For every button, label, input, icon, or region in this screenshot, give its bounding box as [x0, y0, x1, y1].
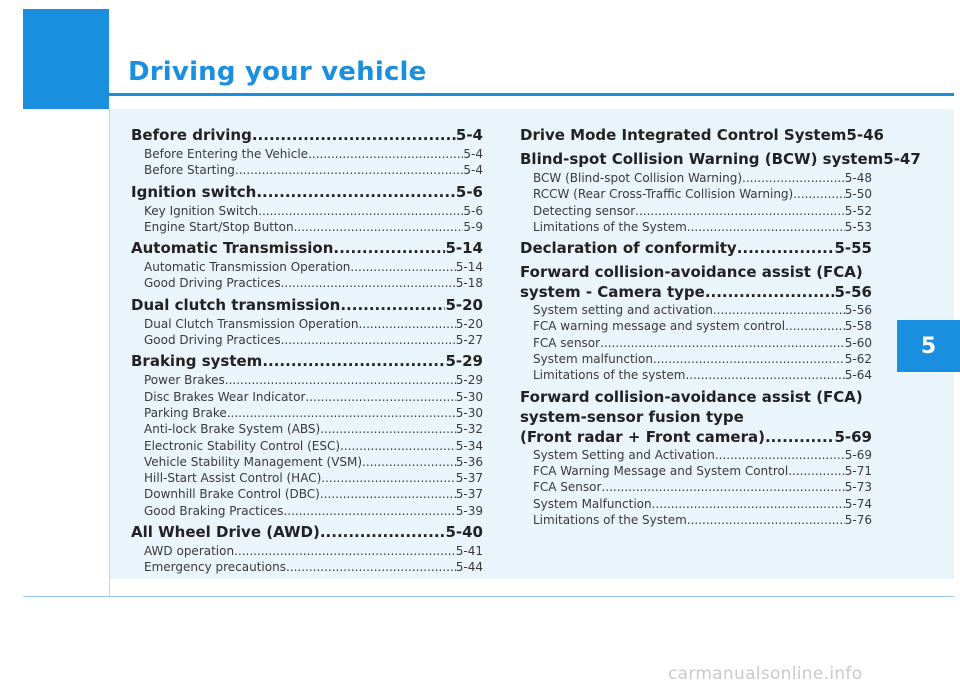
- leader-dots: [227, 405, 456, 421]
- toc-subentry[interactable]: [131, 503, 483, 519]
- leader-dots: [340, 295, 445, 316]
- toc-subentry-title: Limitations of the System: [533, 219, 687, 234]
- toc-subentry-title: Limitations of the system: [533, 368, 686, 383]
- chapter-number-tab[interactable]: 5: [897, 320, 960, 372]
- toc-subentry-page-number: 5-74: [844, 496, 872, 511]
- toc-subentry-title: Power Brakes: [144, 373, 225, 388]
- toc-subentry[interactable]: [131, 421, 483, 437]
- toc-subentry-page-number: 5-34: [455, 438, 483, 453]
- toc-section-page-number: 5-46: [846, 126, 884, 144]
- leader-dots: [635, 203, 845, 219]
- toc-section-title: Before driving: [131, 126, 252, 144]
- leader-dots: [601, 479, 844, 495]
- toc-subentry-page-number: 5-27: [455, 333, 483, 348]
- toc-subentry-title: Emergency precautions: [144, 560, 286, 575]
- toc-subentry-title: Key Ignition Switch: [144, 203, 259, 218]
- toc-subentry[interactable]: [520, 496, 872, 512]
- toc-subentry-title: BCW (Blind-spot Collision Warning): [533, 171, 743, 185]
- toc-section-entry[interactable]: [520, 387, 872, 447]
- leader-dots: [252, 125, 456, 146]
- toc-subentry-title: Before Starting: [144, 163, 235, 178]
- toc-section-page-number: 5-4: [455, 126, 483, 144]
- toc-section-page-number: 5-56: [834, 283, 872, 302]
- toc-subentry-title: Detecting sensor: [533, 203, 636, 218]
- toc-section[interactable]: [520, 125, 884, 146]
- toc-section-title-line: Forward collision-avoidance assist (FCA): [520, 263, 863, 282]
- toc-subentry-title: FCA sensor: [533, 335, 601, 350]
- toc-subentry-title: Automatic Transmission Operation: [144, 260, 351, 275]
- toc-subentry-title: Parking Brake: [144, 405, 227, 420]
- page-title: Driving your vehicle: [128, 57, 427, 87]
- toc-subentry-title: Vehicle Stability Management (VSM): [144, 454, 363, 469]
- toc-subentry[interactable]: [131, 203, 483, 219]
- toc-subentry-page-number: 5-30: [455, 405, 483, 420]
- toc-section-page-number: 5-14: [445, 239, 483, 258]
- leader-dots: [737, 238, 835, 259]
- toc-subentry-page-number: 5-56: [844, 303, 872, 318]
- toc-subentry[interactable]: [131, 454, 483, 470]
- toc-section-title: (Front radar + Front camera): [520, 427, 765, 446]
- header-color-block: [23, 9, 109, 109]
- toc-subentry-page-number: 5-39: [455, 503, 483, 518]
- leader-dots: [283, 503, 455, 519]
- leader-dots: [600, 335, 845, 351]
- margin-rule: [109, 109, 110, 596]
- toc-subentry-page-number: 5-30: [455, 389, 483, 404]
- toc-subentry-title: Good Driving Practices: [144, 333, 281, 348]
- leader-dots: [320, 486, 456, 502]
- toc-subentry-page-number: 5-64: [844, 368, 872, 383]
- leader-dots: [340, 438, 456, 454]
- toc-subentry-title: Engine Start/Stop Button: [144, 219, 294, 234]
- toc-section-title: Declaration of conformity: [520, 239, 737, 258]
- toc-section-title: Ignition switch: [131, 182, 257, 201]
- toc-section-page-number: 5-55: [834, 239, 872, 258]
- toc-subentry-page-number: 5-48: [844, 171, 872, 185]
- toc-subentry-title: Dual Clutch Transmission Operation: [144, 316, 359, 331]
- toc-subentry[interactable]: [131, 543, 483, 559]
- toc-subentry-title: FCA Sensor: [533, 480, 602, 495]
- toc-section[interactable]: [131, 351, 483, 372]
- toc-subentry[interactable]: [131, 316, 483, 332]
- toc-subentry-title: FCA Warning Message and System Control: [533, 463, 789, 478]
- toc-subentry-page-number: 5-50: [844, 187, 872, 202]
- toc-subentry-title: Downhill Brake Control (DBC): [144, 487, 320, 502]
- toc-subentry-title: System Setting and Activation: [533, 447, 715, 462]
- toc-section-title: All Wheel Drive (AWD): [131, 523, 320, 542]
- toc-subentry-title: Hill-Start Assist Control (HAC): [144, 471, 322, 486]
- toc-subentry-title: Electronic Stability Control (ESC): [144, 438, 341, 453]
- toc-subentry[interactable]: [520, 203, 872, 219]
- toc-subentry[interactable]: [520, 447, 872, 463]
- toc-section[interactable]: [131, 522, 483, 543]
- leader-dots: [320, 522, 446, 543]
- leader-dots: [225, 372, 456, 388]
- leader-dots: [294, 219, 464, 235]
- leader-dots: [286, 559, 456, 575]
- toc-subentry[interactable]: [520, 186, 872, 202]
- toc-subentry[interactable]: [131, 372, 483, 388]
- toc-section-page-number: 5-47: [883, 150, 921, 168]
- toc-subentry-title: RCCW (Rear Cross-Traffic Collision Warning): [533, 187, 794, 202]
- leader-dots: [705, 282, 835, 302]
- toc-section[interactable]: [131, 182, 483, 203]
- toc-subentry[interactable]: [131, 219, 483, 235]
- toc-subentry[interactable]: [520, 367, 872, 383]
- leader-dots: [765, 427, 834, 447]
- leader-dots: [281, 275, 456, 291]
- toc-subentry-page-number: 5-32: [455, 422, 483, 437]
- toc-subentry[interactable]: [131, 405, 483, 421]
- toc-subentry[interactable]: [131, 389, 483, 405]
- toc-subentry-title: System Malfunction: [533, 496, 652, 511]
- toc-section-page-number: 5-69: [834, 427, 872, 446]
- toc-subentry-title: Disc Brakes Wear Indicator: [144, 389, 306, 404]
- toc-subentry-page-number: 5-14: [455, 260, 483, 275]
- toc-subentry-page-number: 5-37: [455, 471, 483, 486]
- toc-subentry[interactable]: [520, 318, 872, 334]
- toc-subentry-page-number: 5-52: [844, 203, 872, 218]
- toc-subentry[interactable]: [131, 146, 483, 162]
- toc-subentry[interactable]: [520, 479, 872, 495]
- leader-dots: [793, 186, 845, 202]
- toc-section[interactable]: [520, 238, 872, 259]
- header-rule: [109, 93, 954, 96]
- leader-dots: [715, 447, 845, 463]
- toc-subentry-title: System setting and activation: [533, 303, 713, 318]
- toc-subentry-page-number: 5-58: [844, 319, 872, 334]
- toc-subentry-page-number: 5-41: [455, 544, 483, 559]
- toc-subentry[interactable]: [131, 486, 483, 502]
- leader-dots: [281, 332, 456, 348]
- toc-subentry-page-number: 5-29: [455, 373, 483, 388]
- leader-dots: [305, 389, 455, 405]
- toc-subentry-title: Good Braking Practices: [144, 503, 284, 518]
- leader-dots: [687, 512, 845, 528]
- footer-rule: [23, 596, 954, 597]
- toc-subentry[interactable]: [131, 275, 483, 291]
- leader-dots: [235, 162, 463, 178]
- toc-section-title: system - Camera type: [520, 283, 705, 302]
- leader-dots: [362, 454, 456, 470]
- leader-dots: [358, 316, 455, 332]
- toc-subentry-page-number: 5-71: [844, 463, 872, 478]
- toc-right-column: [520, 125, 921, 528]
- toc-section: [520, 282, 872, 302]
- toc-section-title: Braking system: [131, 352, 263, 371]
- toc-subentry[interactable]: [520, 170, 872, 186]
- toc-subentry[interactable]: [520, 351, 872, 367]
- toc-subentry-page-number: 5-76: [844, 512, 872, 527]
- toc-subentry-title: FCA warning message and system control: [533, 319, 786, 334]
- leader-dots: [256, 182, 456, 203]
- toc-subentry-title: System malfunction: [533, 352, 653, 367]
- leader-dots: [234, 543, 456, 559]
- toc-subentry-page-number: 5-53: [844, 219, 872, 234]
- toc-section-title: Dual clutch transmission: [131, 295, 341, 314]
- toc-subentry-page-number: 5-4: [463, 147, 483, 161]
- toc-subentry-page-number: 5-4: [463, 163, 483, 178]
- toc-section-title: Automatic Transmission: [131, 239, 334, 258]
- watermark-text: carmanualsonline.info: [668, 664, 863, 684]
- toc-section-title-line: system-sensor fusion type: [520, 407, 744, 426]
- toc-subentry-title: Before Entering the Vehicle: [144, 147, 309, 161]
- toc-subentry-title: AWD operation: [144, 544, 235, 559]
- toc-subentry[interactable]: [131, 438, 483, 454]
- toc-section-title: Blind-spot Collision Warning (BCW) system: [520, 150, 884, 168]
- toc-subentry-page-number: 5-20: [455, 316, 483, 331]
- toc-subentry-page-number: 5-73: [844, 480, 872, 495]
- toc-subentry[interactable]: [520, 302, 872, 318]
- leader-dots: [308, 146, 463, 162]
- toc-subentry-page-number: 5-62: [844, 352, 872, 367]
- toc-left-column: [131, 125, 483, 576]
- toc-subentry[interactable]: [131, 559, 483, 575]
- toc-subentry[interactable]: [131, 162, 483, 178]
- toc-section[interactable]: [131, 238, 483, 259]
- toc-section-title: Drive Mode Integrated Control System: [520, 126, 847, 144]
- toc-subentry[interactable]: [520, 512, 872, 528]
- toc-subentry-title: Good Driving Practices: [144, 276, 281, 291]
- toc-subentry[interactable]: [520, 335, 872, 351]
- toc-subentry-page-number: 5-9: [463, 219, 483, 234]
- toc-subentry[interactable]: [520, 219, 872, 235]
- toc-subentry-page-number: 5-18: [455, 276, 483, 291]
- toc-subentry-title: Anti-lock Brake System (ABS): [144, 422, 321, 437]
- leader-dots: [262, 351, 445, 372]
- toc-section: [520, 427, 872, 447]
- toc-section-page-number: 5-20: [445, 295, 483, 314]
- leader-dots: [333, 238, 445, 259]
- toc-subentry-page-number: 5-37: [455, 487, 483, 502]
- toc-subentry-page-number: 5-60: [844, 335, 872, 350]
- leader-dots: [320, 421, 456, 437]
- toc-section[interactable]: [131, 125, 483, 146]
- toc-subentry[interactable]: [131, 332, 483, 348]
- toc-subentry-title: Limitations of the System: [533, 512, 687, 527]
- leader-dots: [785, 318, 845, 334]
- toc-subentry[interactable]: [131, 470, 483, 486]
- toc-subentry[interactable]: [520, 463, 872, 479]
- toc-section-page-number: 5-40: [445, 523, 483, 542]
- toc-section[interactable]: [520, 149, 921, 170]
- toc-subentry-page-number: 5-36: [455, 454, 483, 469]
- leader-dots: [653, 351, 845, 367]
- leader-dots: [258, 203, 463, 219]
- leader-dots: [321, 470, 456, 486]
- leader-dots: [652, 496, 845, 512]
- leader-dots: [687, 219, 845, 235]
- leader-dots: [685, 367, 844, 383]
- toc-section-page-number: 5-29: [445, 352, 483, 371]
- leader-dots: [350, 259, 455, 275]
- toc-subentry[interactable]: [131, 259, 483, 275]
- toc-section-title-line: Forward collision-avoidance assist (FCA): [520, 387, 863, 406]
- toc-section-entry[interactable]: [520, 262, 872, 302]
- toc-subentry-page-number: 5-69: [844, 447, 872, 462]
- leader-dots: [713, 302, 845, 318]
- leader-dots: [788, 463, 845, 479]
- toc-subentry-page-number: 5-44: [455, 560, 483, 575]
- toc-section-page-number: 5-6: [455, 182, 483, 201]
- toc-subentry-page-number: 5-6: [463, 203, 483, 218]
- leader-dots: [742, 170, 845, 186]
- toc-section[interactable]: [131, 295, 483, 316]
